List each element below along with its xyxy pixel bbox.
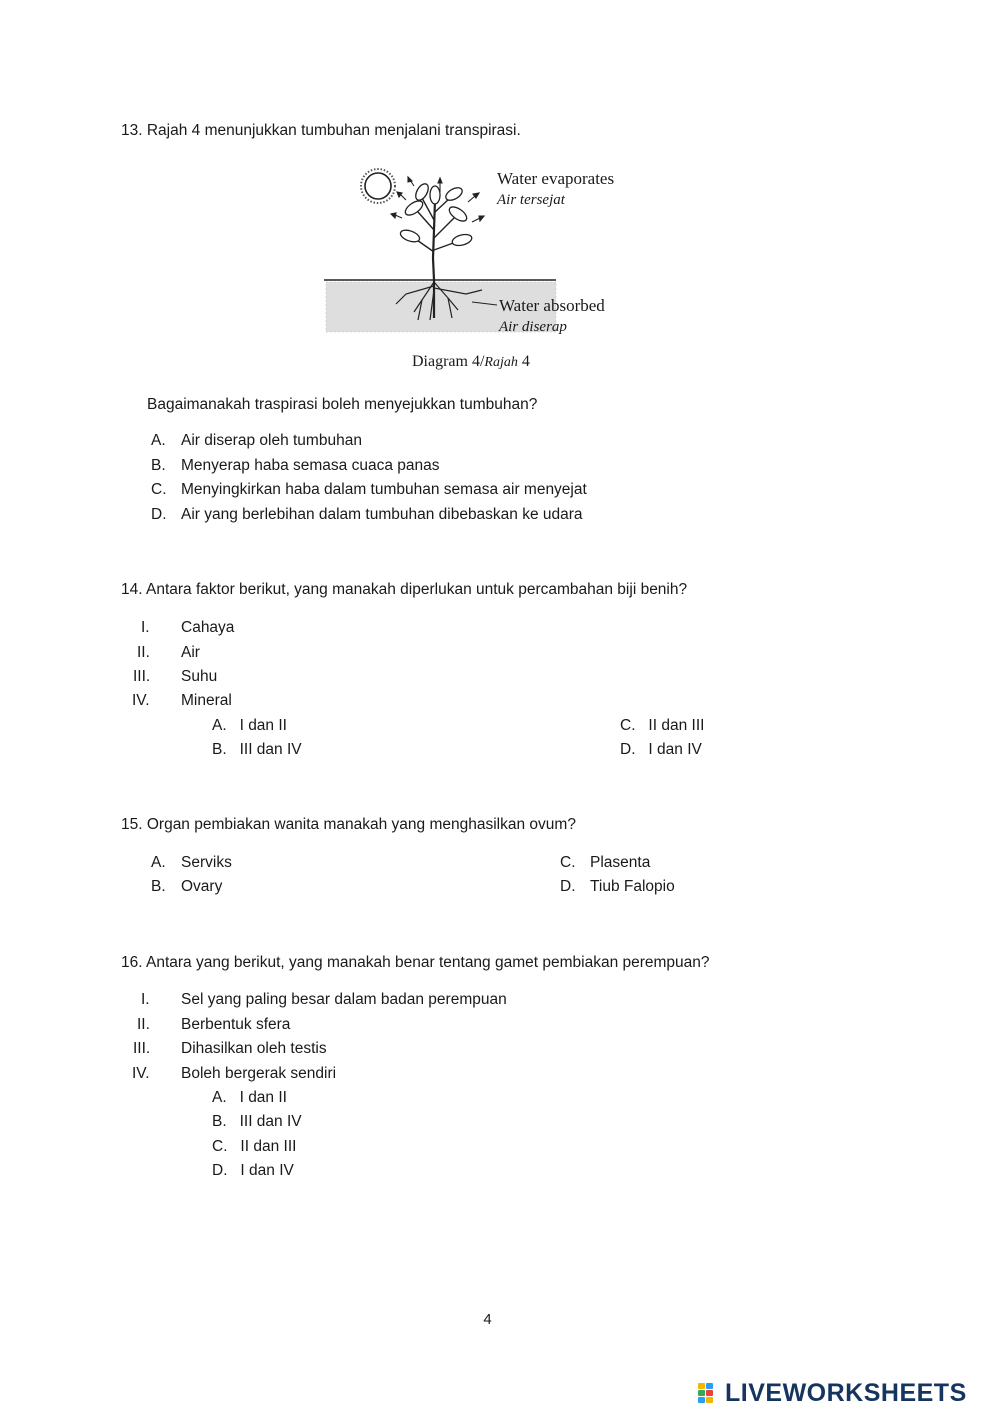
q16-item-text: Berbentuk sfera bbox=[181, 1016, 291, 1033]
q13-option-d-text[interactable]: Air yang berlebihan dalam tumbuhan dibebaskan ke udara bbox=[181, 506, 583, 523]
q14-item-text: Cahaya bbox=[181, 619, 235, 636]
q14-item-text: Suhu bbox=[181, 668, 218, 685]
page-number: 4 bbox=[483, 1311, 492, 1328]
q14-option-c[interactable]: C. II dan III bbox=[620, 717, 705, 734]
q13-option-c[interactable] bbox=[151, 481, 167, 499]
q16-item-text: Boleh bergerak sendiri bbox=[181, 1065, 337, 1082]
liveworksheets-logo[interactable] bbox=[697, 1378, 967, 1408]
q15-stem: 15. Organ pembiakan wanita manakah yang menghasilkan ovum? bbox=[121, 816, 576, 833]
q14-item-num: III. bbox=[133, 668, 151, 685]
option-letter: D. bbox=[151, 506, 167, 523]
q14-option-d[interactable]: D. I dan IV bbox=[620, 741, 702, 758]
q16-stem: 16. Antara yang berikut, yang manakah benar tentang gamet pembiakan perempuan? bbox=[121, 954, 710, 971]
label-air-tersejat: Air tersejat bbox=[497, 192, 565, 208]
q14-item-text: Mineral bbox=[181, 692, 232, 709]
q15-option-c[interactable]: Plasenta bbox=[590, 854, 651, 871]
q16-option-a[interactable]: A. I dan II bbox=[212, 1089, 287, 1106]
q16-item-num: II. bbox=[137, 1016, 150, 1033]
label-water-evaporates: Water evaporates bbox=[497, 169, 615, 188]
sun-icon bbox=[361, 169, 395, 203]
q16-option-b[interactable]: B. III dan IV bbox=[212, 1113, 302, 1130]
label-air-diserap: Air diserap bbox=[499, 319, 567, 335]
q13-option-b-text[interactable]: Menyerap haba semasa cuaca panas bbox=[181, 457, 440, 474]
q14-option-a[interactable]: A. I dan II bbox=[212, 717, 287, 734]
q13-option-b[interactable] bbox=[151, 457, 166, 475]
q14-item-num: I. bbox=[141, 619, 150, 636]
q15-option-b[interactable]: Ovary bbox=[181, 878, 223, 895]
q15-option-b-letter: B. bbox=[151, 878, 166, 895]
q15-option-d[interactable]: Tiub Falopio bbox=[590, 878, 675, 895]
option-letter: B. bbox=[151, 457, 166, 474]
q13-option-c-text[interactable]: Menyingkirkan haba dalam tumbuhan semasa air menyejat bbox=[181, 481, 587, 498]
q14-item-text: Air bbox=[181, 644, 200, 661]
q14-item-num: IV. bbox=[132, 692, 150, 709]
q13-option-d[interactable] bbox=[151, 506, 167, 524]
q14-item-num: II. bbox=[137, 644, 150, 661]
q13-option-a-text[interactable]: Air diserap oleh tumbuhan bbox=[181, 432, 362, 449]
q15-option-a-letter: A. bbox=[151, 854, 166, 871]
q13-option-a[interactable] bbox=[151, 432, 166, 450]
q15-option-d-letter: D. bbox=[560, 878, 576, 895]
q14-option-b[interactable]: B. III dan IV bbox=[212, 741, 302, 758]
option-letter: C. bbox=[151, 481, 167, 498]
q15-option-a[interactable]: Serviks bbox=[181, 854, 232, 871]
q13-question: Bagaimanakah traspirasi boleh menyejukkan tumbuhan? bbox=[147, 396, 538, 413]
q15-option-c-letter: C. bbox=[560, 854, 576, 871]
q16-item-text: Sel yang paling besar dalam badan perempuan bbox=[181, 991, 507, 1008]
logo-text: LIVEWORKSHEETS bbox=[725, 1378, 967, 1407]
liveworksheets-logo-icon bbox=[697, 1381, 723, 1405]
label-water-absorbed: Water absorbed bbox=[499, 296, 605, 315]
leaf-icons bbox=[399, 182, 473, 248]
diagram-caption: Diagram 4/Rajah 4 bbox=[412, 353, 530, 370]
q16-item-text: Dihasilkan oleh testis bbox=[181, 1040, 327, 1057]
q16-item-num: I. bbox=[141, 991, 150, 1008]
q16-option-c[interactable]: C. II dan III bbox=[212, 1138, 297, 1155]
q16-item-num: III. bbox=[133, 1040, 151, 1057]
q14-stem: 14. Antara faktor berikut, yang manakah diperlukan untuk percambahan biji benih? bbox=[121, 581, 688, 598]
transpiration-diagram bbox=[322, 160, 652, 380]
option-letter: A. bbox=[151, 432, 166, 449]
q16-item-num: IV. bbox=[132, 1065, 150, 1082]
q16-option-d[interactable]: D. I dan IV bbox=[212, 1162, 294, 1179]
q13-stem: 13. Rajah 4 menunjukkan tumbuhan menjalani transpirasi. bbox=[121, 122, 521, 139]
